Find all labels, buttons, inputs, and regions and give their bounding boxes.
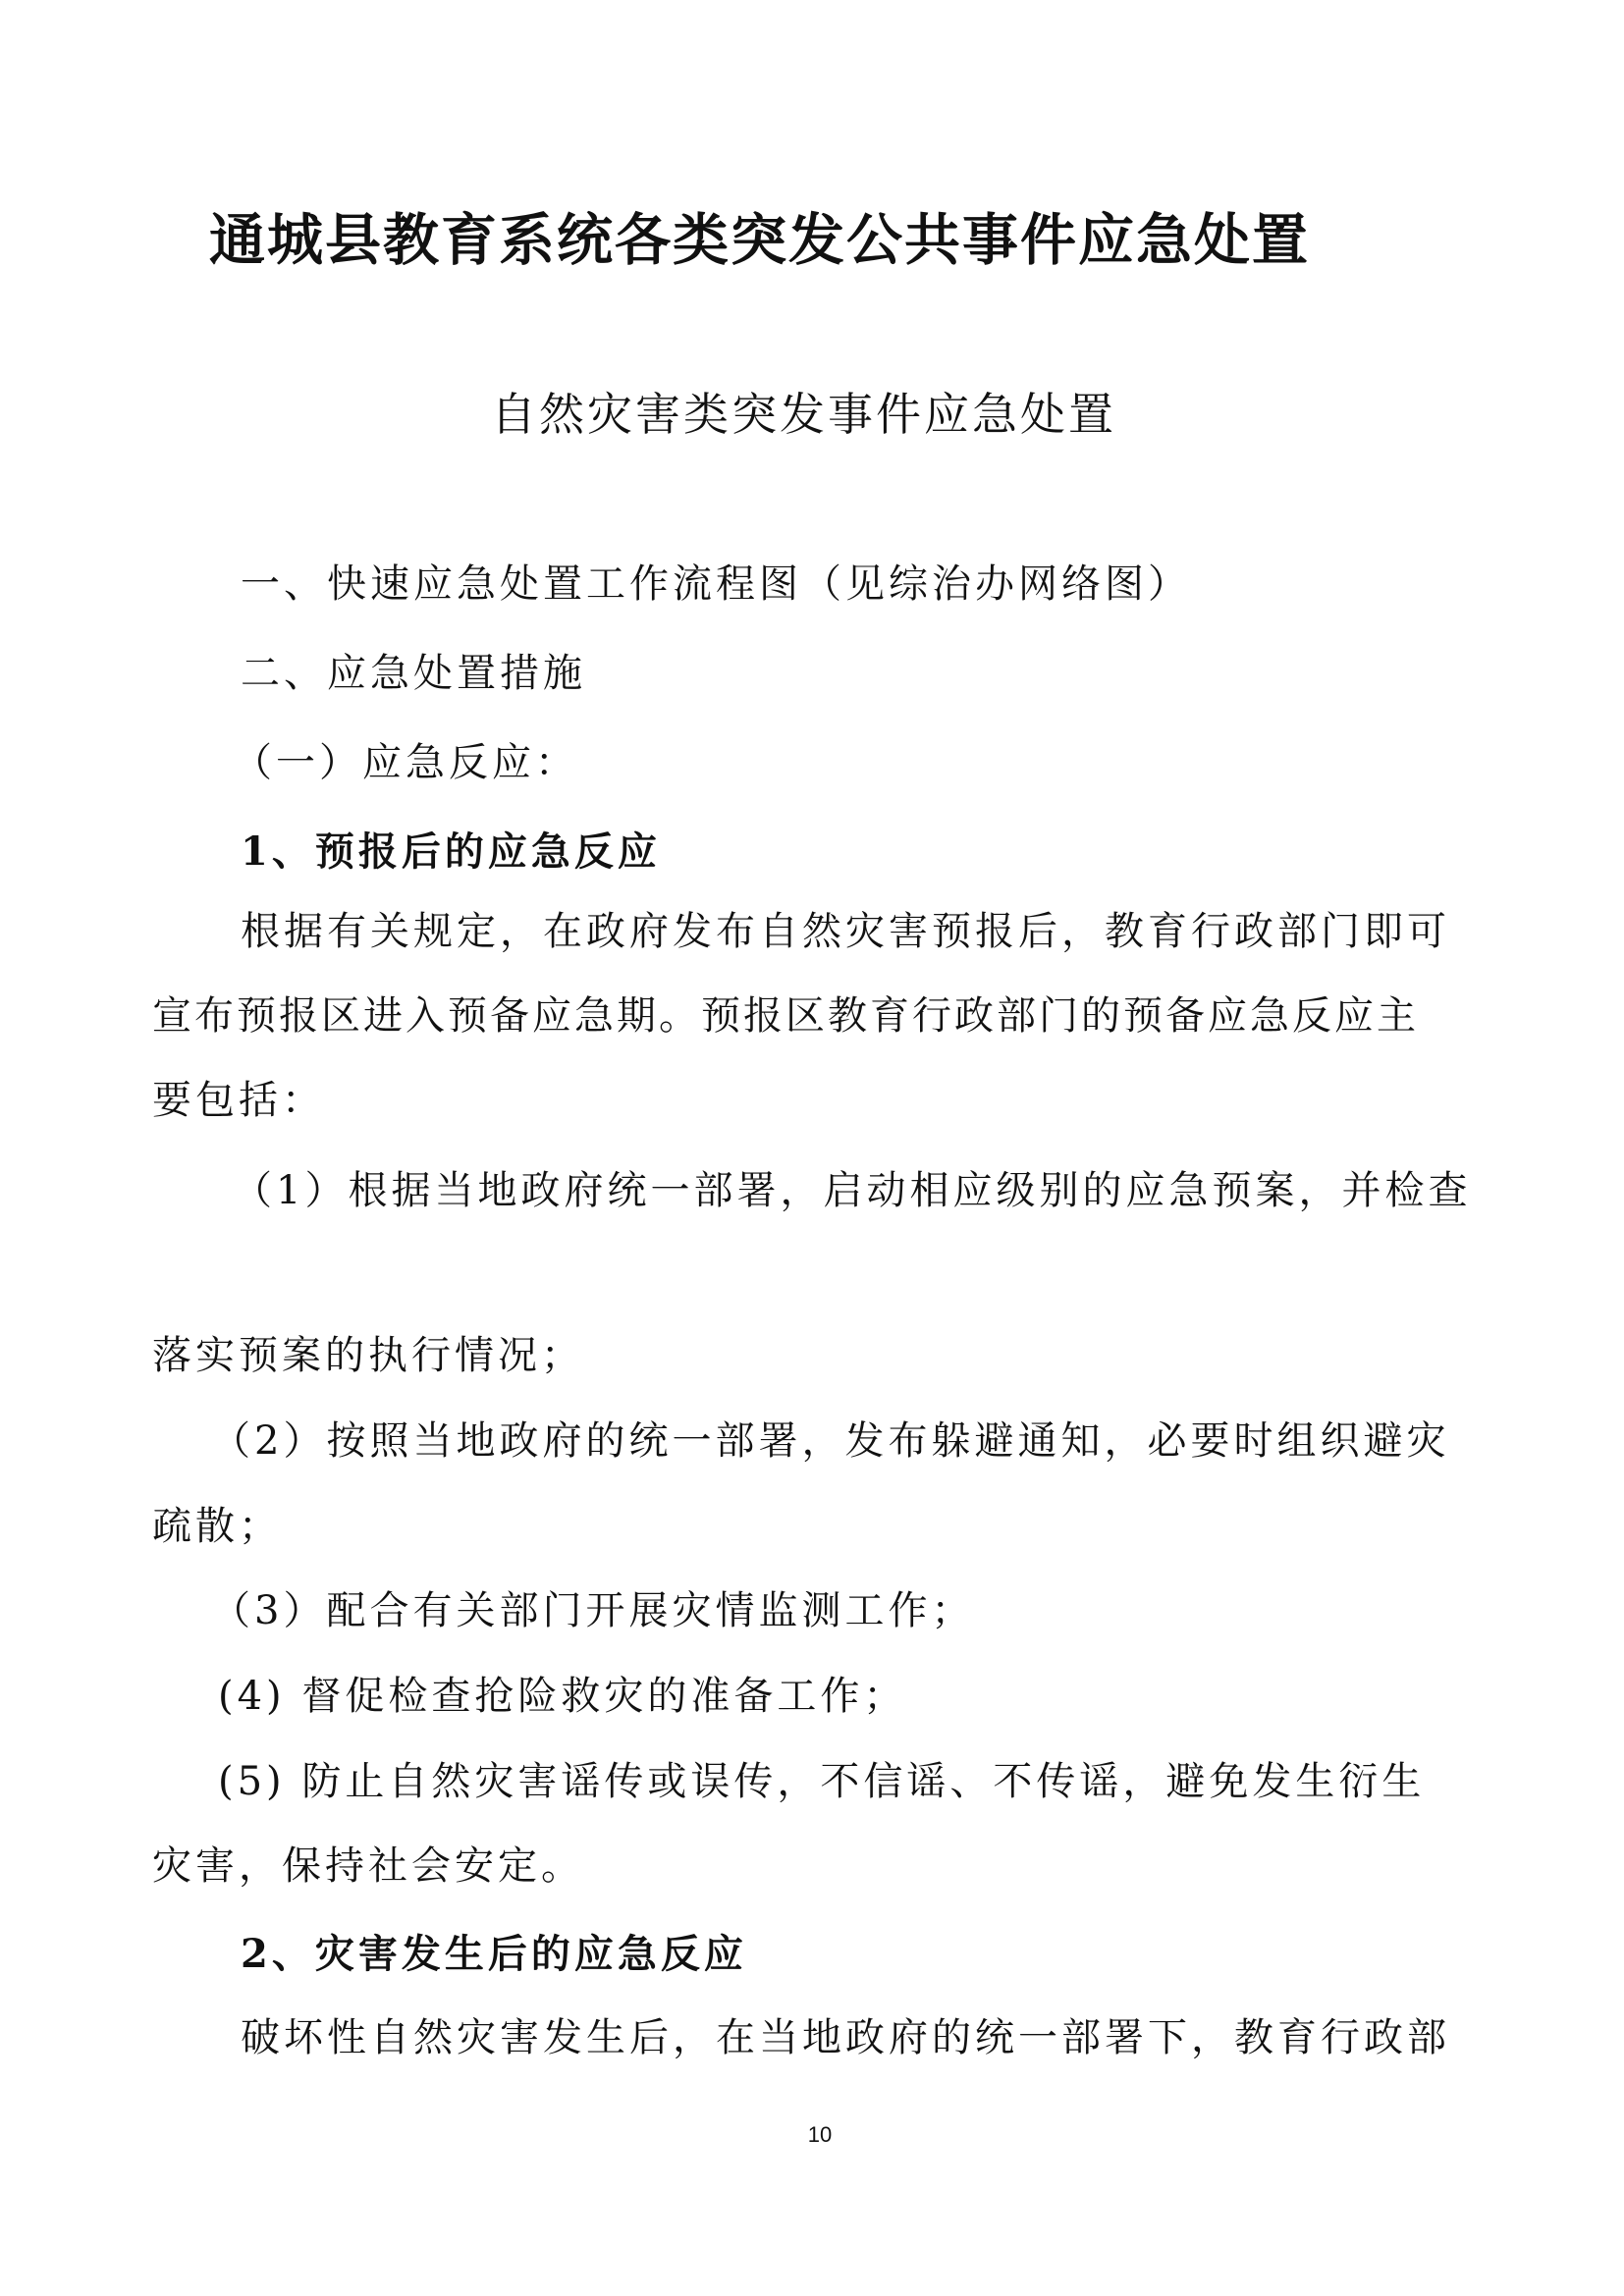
list-item-4: (4) 督促检查抢险救灾的准备工作； bbox=[218, 1674, 907, 1719]
section-heading-flowchart: 一、快速应急处置工作流程图（见综治办网络图） bbox=[241, 561, 1191, 607]
paragraph-line: 要包括： bbox=[152, 1078, 325, 1123]
paragraph-line: 根据有关规定，在政府发布自然灾害预报后，教育行政部门即可 bbox=[241, 909, 1450, 954]
list-item-5-continued: 灾害，保持社会安定。 bbox=[152, 1843, 584, 1889]
document-subtitle: 自然灾害类突发事件应急处置 bbox=[491, 388, 1116, 441]
subsection-heading-response: （一）应急反应： bbox=[233, 740, 578, 785]
list-item-5: (5) 防止自然灾害谣传或误传，不信谣、不传谣，避免发生衍生 bbox=[218, 1759, 1426, 1804]
subsection-title-post-disaster: 2、灾害发生后的应急反应 bbox=[241, 1931, 747, 1977]
list-item-1: （1）根据当地政府统一部署，启动相应级别的应急预案，并检查 bbox=[233, 1168, 1472, 1213]
list-item-3: （3）配合有关部门开展灾情监测工作； bbox=[211, 1588, 975, 1633]
section-heading-measures: 二、应急处置措施 bbox=[241, 651, 586, 696]
list-item-2: （2）按照当地政府的统一部署，发布躲避通知，必要时组织避灾 bbox=[211, 1418, 1450, 1464]
subsection-title-forecast: 1、预报后的应急反应 bbox=[241, 828, 661, 875]
document-title: 通城县教育系统各类突发公共事件应急处置 bbox=[209, 208, 1310, 273]
list-item-1-continued: 落实预案的执行情况； bbox=[152, 1333, 584, 1378]
list-item-2-continued: 疏散； bbox=[152, 1504, 282, 1549]
paragraph-line: 宣布预报区进入预备应急期。预报区教育行政部门的预备应急反应主 bbox=[152, 993, 1419, 1039]
paragraph-line: 破坏性自然灾害发生后，在当地政府的统一部署下，教育行政部 bbox=[241, 2015, 1450, 2060]
page-number: 10 bbox=[807, 2122, 833, 2147]
